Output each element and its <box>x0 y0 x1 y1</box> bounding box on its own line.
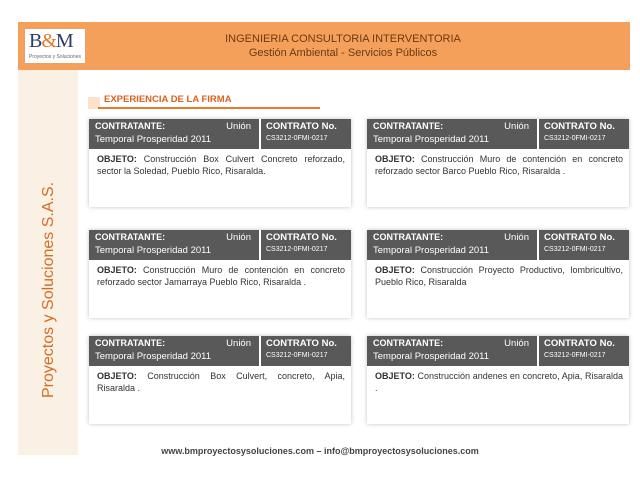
contract-header <box>261 230 351 260</box>
contratante-name: Temporal Prosperidad 2011 <box>95 245 212 256</box>
contract-code: CS3212-0FMI-0217 <box>266 352 328 359</box>
contratante-header <box>367 336 537 366</box>
footer-contact: www.bmproyectosysoluciones.com – info@bmproyectosysoluciones.com <box>161 446 479 456</box>
contratante-union: Unión <box>504 121 529 132</box>
company-logo <box>24 28 86 64</box>
objeto-text <box>97 264 345 288</box>
contratante-label: CONTRATANTE: <box>95 338 166 348</box>
contratante-union: Unión <box>226 338 251 349</box>
objeto-description: Construcción Box Culvert Concreto reforzado, sector la Soledad, Pueblo Rico, Risaralda. <box>97 154 345 176</box>
objeto-label: OBJETO: <box>97 371 137 381</box>
logo-mark: B&M <box>29 30 73 52</box>
objeto-label: OBJETO: <box>97 154 137 164</box>
contract-label: CONTRATO No. <box>544 121 615 132</box>
section-divider <box>98 107 320 109</box>
contract-code: CS3212-0FMI-0217 <box>266 135 328 142</box>
contratante-union: Unión <box>226 232 251 243</box>
contratante-name: Temporal Prosperidad 2011 <box>373 134 490 145</box>
header-title-line2: Gestión Ambiental - Servicios Públicos <box>248 47 438 59</box>
header-title <box>198 32 488 60</box>
contratante-union: Unión <box>504 232 529 243</box>
contratante-header <box>89 336 259 366</box>
contract-label: CONTRATO No. <box>266 121 337 132</box>
objeto-description: Construcción Proyecto Productivo, lombricultivo, Pueblo Rico, Risaralda <box>375 265 623 287</box>
contract-header <box>539 230 629 260</box>
objeto-text <box>97 370 345 394</box>
contratante-label: CONTRATANTE: <box>373 338 444 348</box>
objeto-label: OBJETO: <box>375 265 415 275</box>
contratante-label: CONTRATANTE: <box>95 121 166 131</box>
contract-code: CS3212-0FMI-0217 <box>266 246 328 253</box>
objeto-text <box>375 153 623 177</box>
contratante-header <box>89 119 259 149</box>
contract-code: CS3212-0FMI-0217 <box>544 352 606 359</box>
contract-label: CONTRATO No. <box>266 338 337 349</box>
contratante-label: CONTRATANTE: <box>95 232 166 242</box>
experience-card <box>89 119 351 207</box>
contratante-name: Temporal Prosperidad 2011 <box>373 245 490 256</box>
contract-label: CONTRATO No. <box>266 232 337 243</box>
objeto-description: Construcción Box Culvert, concreto, Apia, Risaralda . <box>97 371 345 393</box>
contratante-name: Temporal Prosperidad 2011 <box>95 351 212 362</box>
header-title-line1: INGENIERIA CONSULTORIA INTERVENTORIA <box>225 33 461 45</box>
experience-card <box>367 119 629 207</box>
contract-label: CONTRATO No. <box>544 338 615 349</box>
header-bar <box>18 22 630 70</box>
contract-header <box>261 119 351 149</box>
experience-card <box>367 336 629 424</box>
logo-subtitle: Proyectos y Soluciones <box>29 54 81 60</box>
objeto-description: Construcción Muro de contención en concreto reforzado sector Jamarraya Pueblo Rico, Risaralda . <box>97 265 345 287</box>
contract-header <box>261 336 351 366</box>
objeto-text <box>375 370 623 394</box>
contract-label: CONTRATO No. <box>544 232 615 243</box>
contratante-name: Temporal Prosperidad 2011 <box>95 134 212 145</box>
sidebar-company-name: Proyectos y Soluciones S.A.S. <box>40 181 57 398</box>
contract-header <box>539 336 629 366</box>
objeto-description: Construcción Muro de contención en concreto reforzado sector Barco Pueblo Rico, Risaralda . <box>375 154 623 176</box>
objeto-label: OBJETO: <box>375 371 415 381</box>
section-title: EXPERIENCIA DE LA FIRMA <box>104 94 232 105</box>
contract-code: CS3212-0FMI-0217 <box>544 135 606 142</box>
contratante-header <box>367 119 537 149</box>
objeto-text <box>375 264 623 288</box>
contract-header <box>539 119 629 149</box>
experience-card <box>89 336 351 424</box>
objeto-description: Construcción andenes en concreto, Apia, Risaralda . <box>375 371 623 393</box>
contratante-union: Unión <box>504 338 529 349</box>
objeto-text <box>97 153 345 177</box>
contratante-name: Temporal Prosperidad 2011 <box>373 351 490 362</box>
contratante-union: Unión <box>226 121 251 132</box>
contratante-header <box>89 230 259 260</box>
experience-card <box>89 230 351 318</box>
contratante-header <box>367 230 537 260</box>
contratante-label: CONTRATANTE: <box>373 121 444 131</box>
contract-code: CS3212-0FMI-0217 <box>544 246 606 253</box>
objeto-label: OBJETO: <box>97 265 137 275</box>
experience-card <box>367 230 629 318</box>
contratante-label: CONTRATANTE: <box>373 232 444 242</box>
objeto-label: OBJETO: <box>375 154 415 164</box>
